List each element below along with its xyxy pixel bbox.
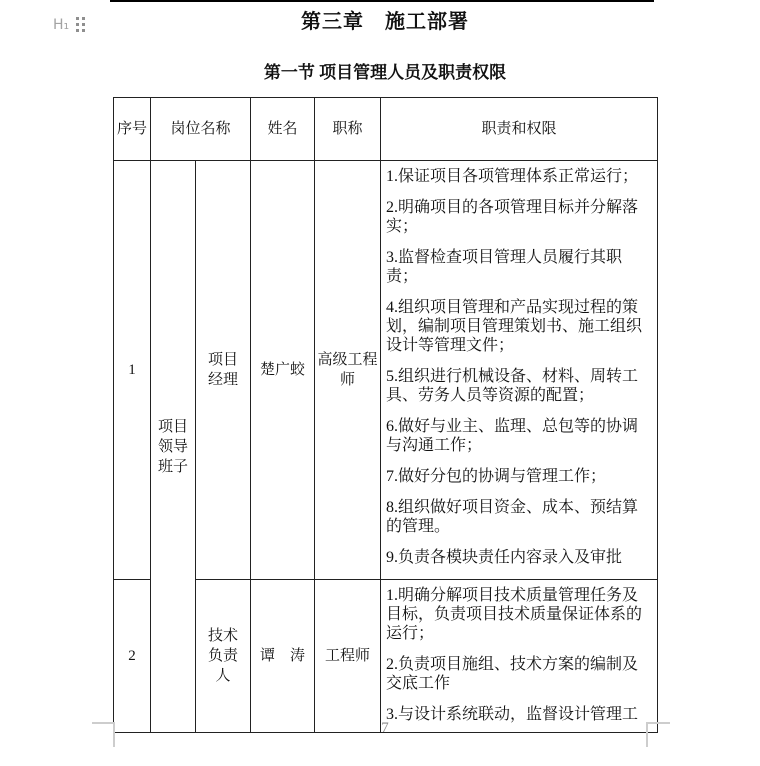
cell-name: 楚广蛟 xyxy=(251,161,315,580)
duty-item: 1.明确分解项目技术质量管理任务及目标，负责项目技术质量保证体系的运行； xyxy=(386,587,643,642)
duty-item: 8.组织做好项目资金、成本、预结算的管理。 xyxy=(386,499,639,535)
chapter-title: 第三章 施工部署 xyxy=(301,11,469,33)
cell-no: 2 xyxy=(114,580,151,733)
duty-item: 3.与设计系统联动，监督设计管理工 xyxy=(386,706,639,723)
cell-position: 项目经理 xyxy=(196,161,251,580)
header-duties: 职责和权限 xyxy=(381,98,658,161)
cell-title: 高级工程师 xyxy=(315,161,381,580)
duty-item: 1.保证项目各项管理体系正常运行； xyxy=(386,168,639,185)
heading-level-icon[interactable]: H₁ xyxy=(53,16,70,33)
duty-item: 2.明确项目的各项管理目标并分解落实； xyxy=(386,199,639,235)
cell-duties xyxy=(381,580,658,733)
duty-item: 3.监督检查项目管理人员履行其职责； xyxy=(386,249,623,285)
header-name: 姓名 xyxy=(251,98,315,161)
text-boundary-mark-right xyxy=(646,722,648,747)
table-row xyxy=(114,161,658,580)
duty-item: 7.做好分包的协调与管理工作； xyxy=(386,468,607,485)
cell-name: 谭 涛 xyxy=(251,580,315,733)
header-no: 序号 xyxy=(114,98,151,161)
duty-item: 4.组织项目管理和产品实现过程的策划，编制项目管理策划书、施工组织设计等管理文件； xyxy=(386,299,643,354)
cell-no: 1 xyxy=(114,161,151,580)
duty-item: 2.负责项目施组、技术方案的编制及交底工作 xyxy=(386,656,639,692)
duty-item: 9.负责各模块责任内容录入及审批 xyxy=(386,549,623,566)
cell-duties xyxy=(381,161,658,580)
header-position: 岗位名称 xyxy=(151,98,251,161)
text-boundary-mark-left xyxy=(113,722,115,747)
previous-content-edge xyxy=(110,0,654,2)
header-title: 职称 xyxy=(315,98,381,161)
text-boundary-mark-left xyxy=(92,722,115,724)
section-title: 第一节 项目管理人员及职责权限 xyxy=(263,63,507,82)
table-header-row xyxy=(114,98,658,161)
page-number: 7 xyxy=(381,720,389,736)
personnel-table xyxy=(113,97,658,733)
cell-title: 工程师 xyxy=(315,580,381,733)
cell-position: 技术负责人 xyxy=(196,580,251,733)
cell-group-label: 项目领导班子 xyxy=(151,161,196,733)
duty-item: 6.做好与业主、监理、总包等的协调与沟通工作； xyxy=(386,418,639,454)
text-boundary-mark-right xyxy=(646,722,670,724)
table-row xyxy=(114,580,658,733)
duty-item: 5.组织进行机械设备、材料、周转工具、劳务人员等资源的配置； xyxy=(386,368,639,404)
